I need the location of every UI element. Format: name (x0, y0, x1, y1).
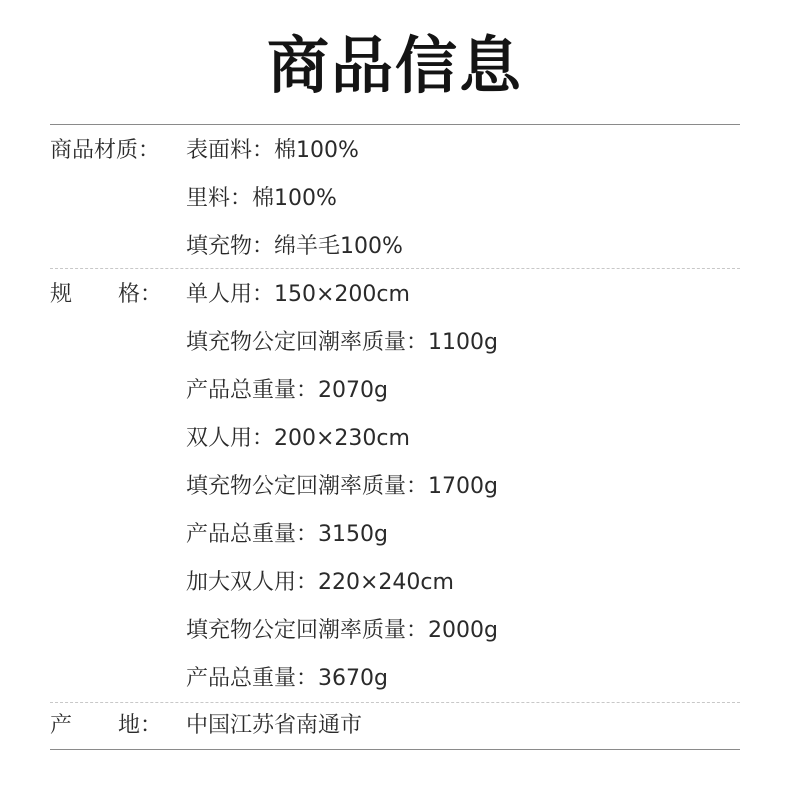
spec-line: 填充物公定回潮率质量：1700g (186, 474, 498, 499)
material-row (0, 127, 790, 175)
spec-row (0, 367, 790, 415)
spec-line: 加大双人用：220×240cm (186, 570, 454, 595)
spec-label-char: 格： (117, 282, 162, 307)
material-label: 商品材质： (50, 138, 161, 163)
spec-row (0, 463, 790, 511)
spec-row (0, 607, 790, 655)
material-row (0, 175, 790, 223)
spec-row (0, 271, 790, 319)
origin-row (0, 702, 790, 750)
spec-line: 填充物公定回潮率质量：2000g (186, 618, 498, 643)
spec-row (0, 319, 790, 367)
material-row (0, 223, 790, 271)
material-line: 表面料：棉100% (186, 138, 359, 163)
origin-label (50, 702, 162, 750)
spec-row (0, 559, 790, 607)
spec-line: 产品总重量：3150g (186, 522, 388, 547)
material-line: 填充物：绵羊毛100% (186, 234, 403, 259)
origin-label-char: 地： (117, 713, 162, 738)
spec-line: 双人用：200×230cm (186, 426, 410, 451)
spec-label-char: 规 (50, 282, 73, 307)
page-title: 商品信息 (266, 29, 523, 102)
spec-line: 单人用：150×200cm (186, 282, 410, 307)
spec-label (50, 271, 162, 319)
section-divider (50, 268, 740, 269)
material-line: 里料：棉100% (186, 186, 337, 211)
spec-line: 产品总重量：3670g (186, 666, 388, 691)
spec-line: 产品总重量：2070g (186, 378, 388, 403)
origin-line: 中国江苏省南通市 (186, 713, 363, 738)
spec-row (0, 415, 790, 463)
spec-line: 填充物公定回潮率质量：1100g (186, 330, 498, 355)
bottom-divider (50, 749, 740, 750)
spec-row (0, 655, 790, 703)
spec-row (0, 511, 790, 559)
top-divider (50, 124, 740, 125)
origin-label-char: 产 (50, 713, 73, 738)
